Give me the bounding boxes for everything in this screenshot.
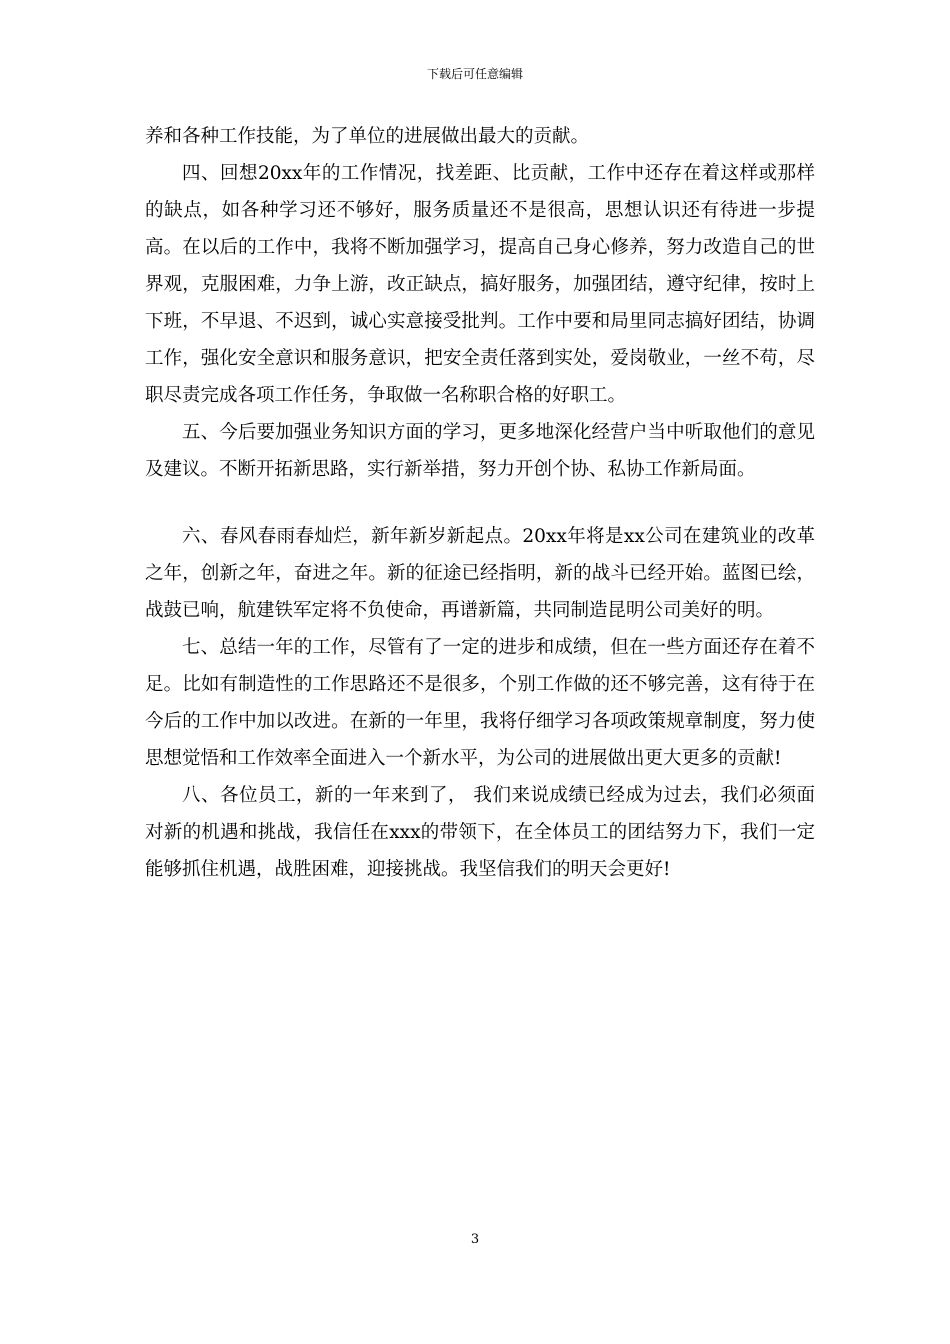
- page-number: 3: [470, 1232, 480, 1247]
- document-body: [145, 118, 815, 888]
- paragraph-section-7: 七、总结一年的工作，尽管有了一定的进步和成绩，但在一些方面还存在着不足。比如有制造性的工作思路还不是很多，个别工作做的还不够完善，这有待于在今后的工作中加以改进。在新的一年里，我将仔细学习各项政策规章制度，努力使思想觉悟和工作效率全面进入一个新水平，为公司的进展做出更大更多的贡献!: [145, 637, 815, 769]
- paragraph-continuation: 养和各种工作技能，为了单位的进展做出最大的贡献。: [145, 126, 590, 147]
- paragraph-section-5: 五、今后要加强业务知识方面的学习，更多地深化经营户当中听取他们的意见及建议。不断开拓新思路，实行新举措，努力开创个协、私协工作新局面。: [145, 422, 815, 480]
- paragraph-section-6: 六、春风春雨春灿烂，新年新岁新起点。20xx年将是xx公司在建筑业的改革之年，创新之年，奋进之年。新的征途已经指明，新的战斗已经开始。蓝图已绘，战鼓已响，航建铁军定将不负使命，再谱新篇，共同制造昆明公司美好的明。: [145, 526, 815, 621]
- page-header: 下载后可任意编辑: [426, 67, 523, 81]
- paragraph-section-4: 四、回想20xx年的工作情况，找差距、比贡献，工作中还存在着这样或那样的缺点，如各种学习还不够好，服务质量还不是很高，思想认识还有待进一步提高。在以后的工作中，我将不断加强学习，提高自己身心修养，努力改造自己的世界观，克服困难，力争上游，改正缺点，搞好服务，加强团结，遵守纪律，按时上下班，不早退、不迟到，诚心实意接受批判。工作中要和局里同志搞好团结，协调工作，强化安全意识和服务意识，把安全责任落到实处，爱岗敬业，一丝不苟，尽职尽责完成各项工作任务，争取做一名称职合格的好职工。: [145, 163, 815, 406]
- paragraph-section-8: 八、各位员工，新的一年来到了， 我们来说成绩已经成为过去，我们必须面对新的机遇和挑战，我信任在xxx的带领下，在全体员工的团结努力下，我们一定能够抓住机遇，战胜困难，迎接挑战。我坚信我们的明天会更好!: [145, 785, 815, 880]
